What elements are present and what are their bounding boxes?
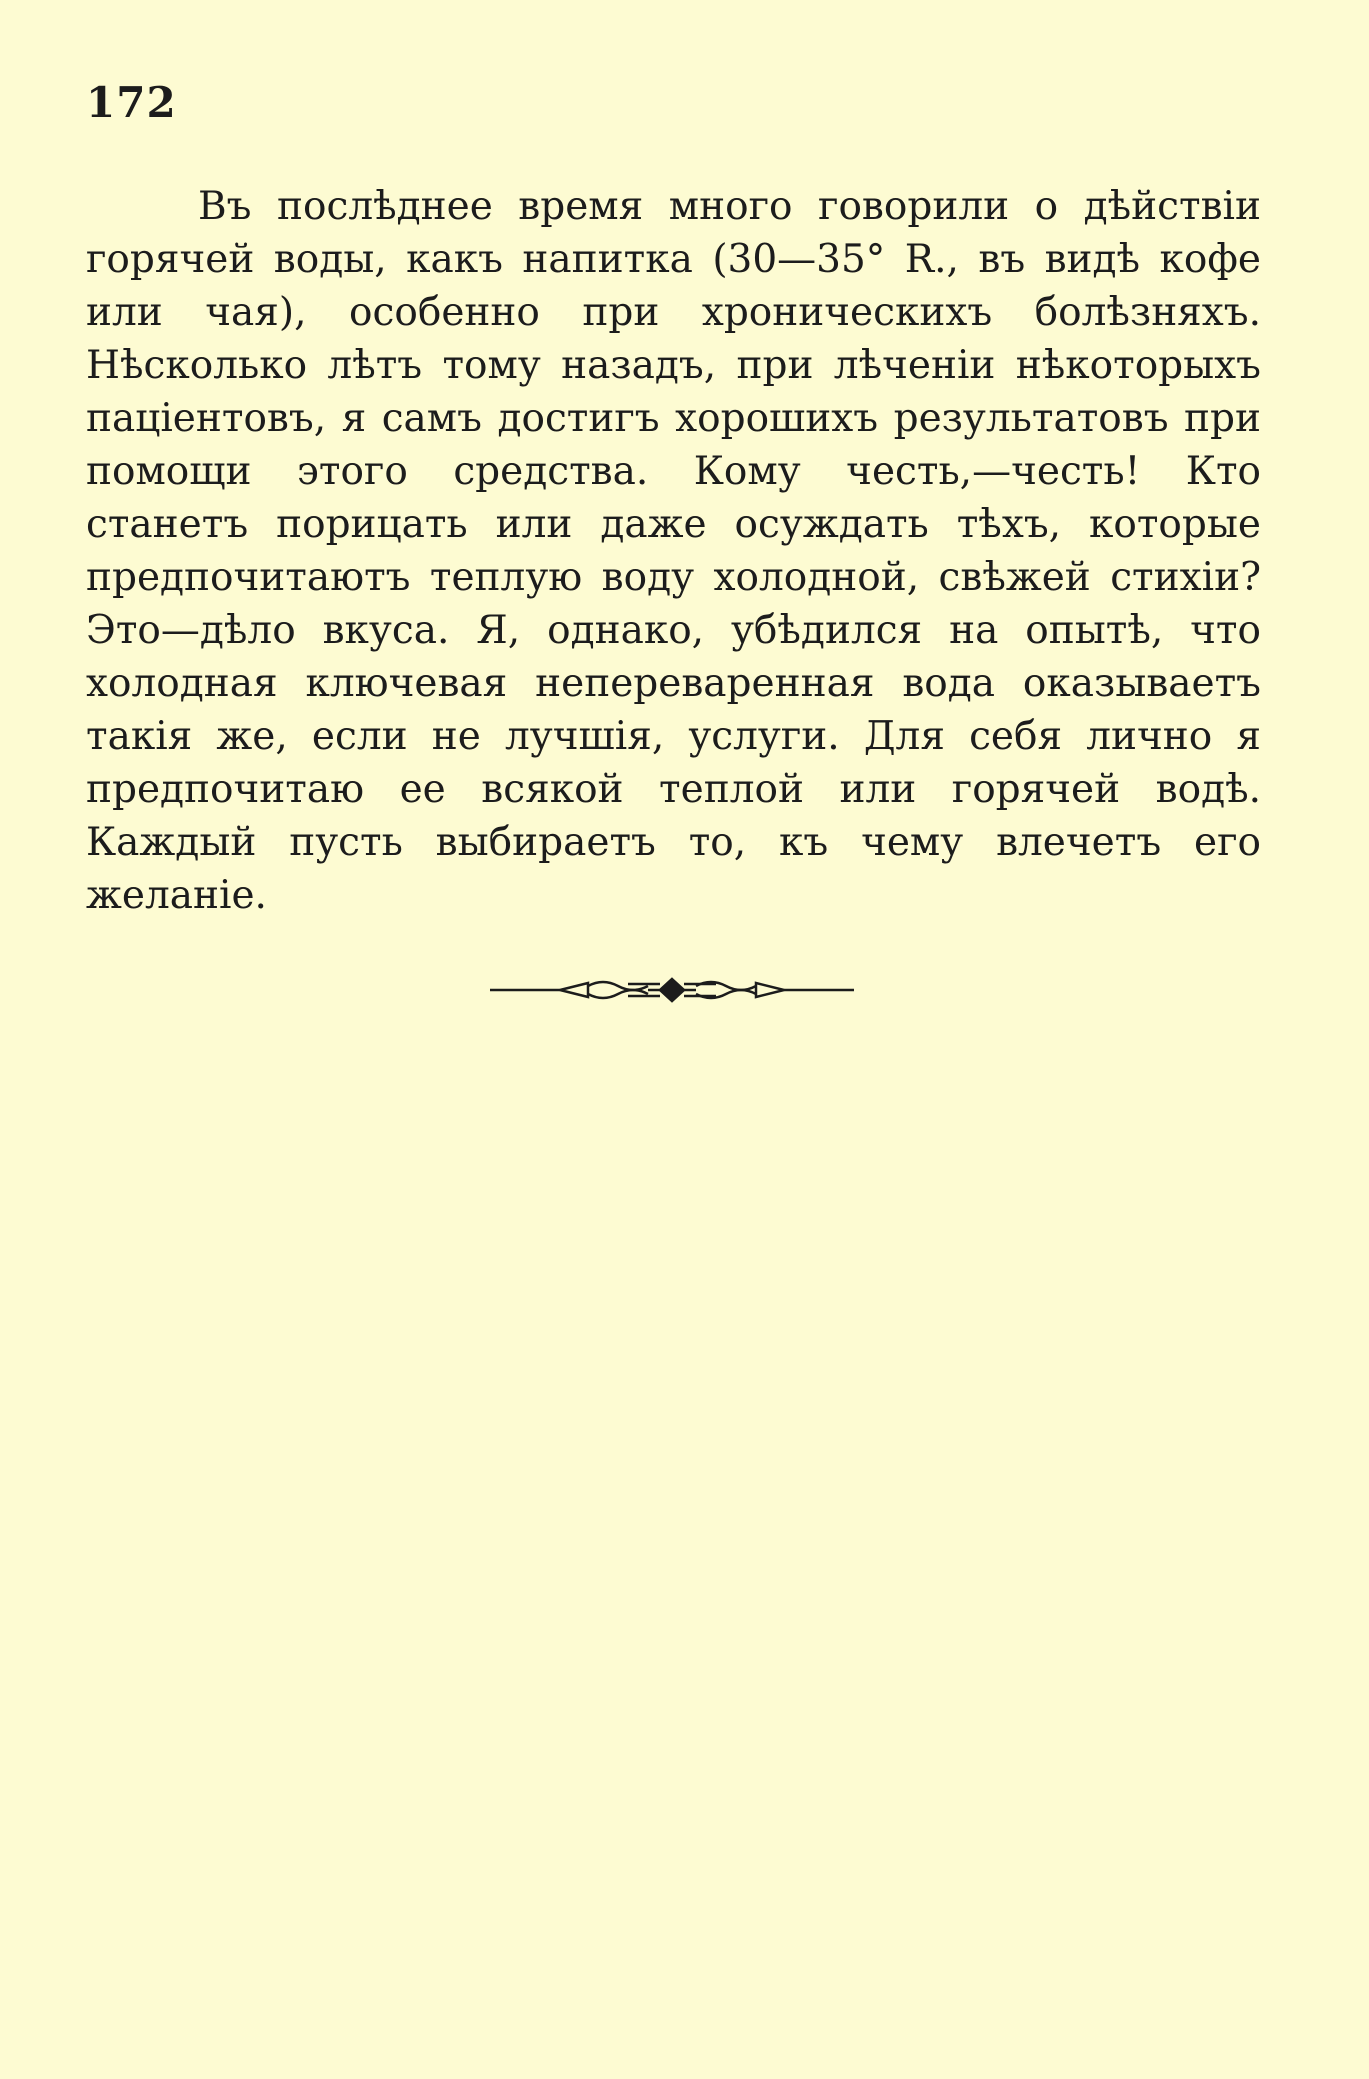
- body-paragraph: Въ послѣднее время много говорили о дѣйствіи горячей воды, какъ напитка (30—35° R., въ видѣ кофе или чая), особенно при хроническихъ болѣзняхъ. Нѣсколько лѣтъ тому назадъ, при лѣченіи нѣкоторыхъ паціентовъ, я самъ достигъ хорошихъ результатовъ при помощи этого средства. Кому честь,—честь! Кто станетъ порицать или даже осуждать тѣхъ, которые предпочитаютъ теплую воду холодной, свѣжей стихіи? Это—дѣло вкуса. Я, однако, убѣдился на опытѣ, что холодная ключевая непереваренная вода оказываетъ такія же, если не лучшія, услуги. Для себя лично я предпочитаю ее всякой теплой или горячей водѣ. Каждый пусть выбираетъ то, къ чему влечетъ его желаніе.: [86, 184, 1261, 918]
- ornamental-rule-icon: [488, 970, 856, 1010]
- page-number: 172: [86, 78, 177, 127]
